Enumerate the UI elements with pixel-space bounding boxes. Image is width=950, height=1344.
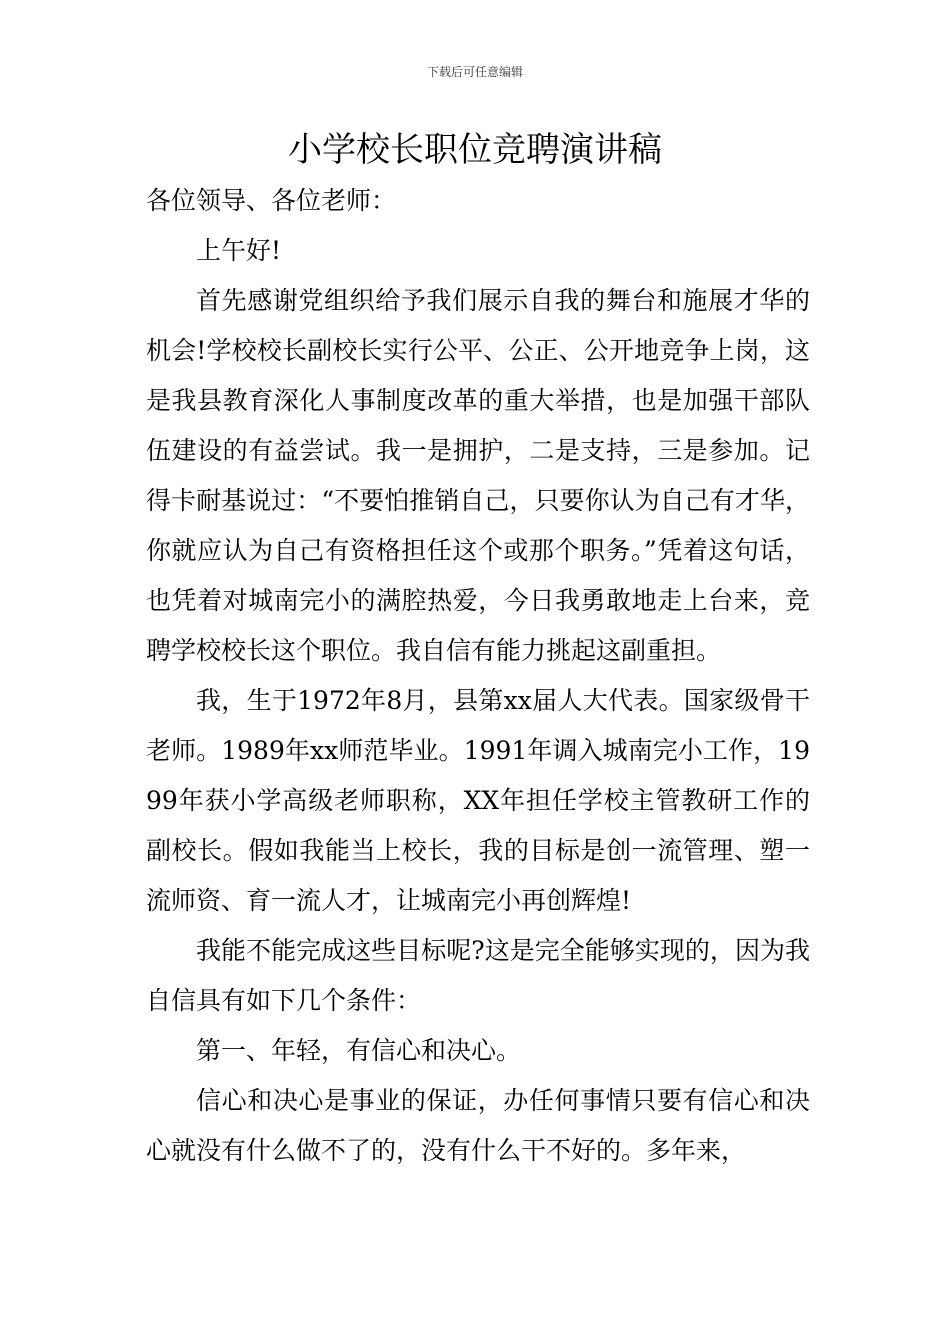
paragraph-point-one: 第一、年轻，有信心和决心。 <box>196 1036 522 1065</box>
paragraph-background: 我，生于1972年8月，县第xx届人大代表。国家级骨干老师。1989年xx师范毕业。1991年调入城南完小工作，1999年获小学高级老师职称，XX年担任学校主管教研工作的副校长。假如我能当上校长，我的目标是创一流管理、塑一流师资、育一流人才，让城南完小再创辉煌! <box>146 686 810 915</box>
paragraph-intro: 首先感谢党组织给予我们展示自我的舞台和施展才华的机会!学校校长副校长实行公平、公正、公开地竞争上岗，这是我县教育深化人事制度改革的重大举措，也是加强干部队伍建设的有益尝试。我一是拥护，二是支持，三是参加。记得卡耐基说过：“不要怕推销自己，只要你认为自己有才华，你就应认为自己有资格担任这个或那个职务。”凭着这句话，也凭着对城南完小的满腔热爱，今日我勇敢地走上台来，竞聘学校校长这个职位。我自信有能力挑起这副重担。 <box>146 286 810 665</box>
document-body <box>146 176 810 1176</box>
paragraph-confidence: 信心和决心是事业的保证，办任何事情只要有信心和决心就没有什么做不了的，没有什么干不好的。多年来， <box>146 1086 810 1165</box>
salutation: 各位领导、各位老师： <box>146 186 397 215</box>
paragraph-conditions: 我能不能完成这些目标呢?这是完全能够实现的，因为我自信具有如下几个条件： <box>146 936 810 1015</box>
greeting: 上午好! <box>196 236 282 265</box>
header-note: 下载后可任意编辑 <box>426 65 523 79</box>
document-title: 小学校长职位竞聘演讲稿 <box>288 130 662 170</box>
